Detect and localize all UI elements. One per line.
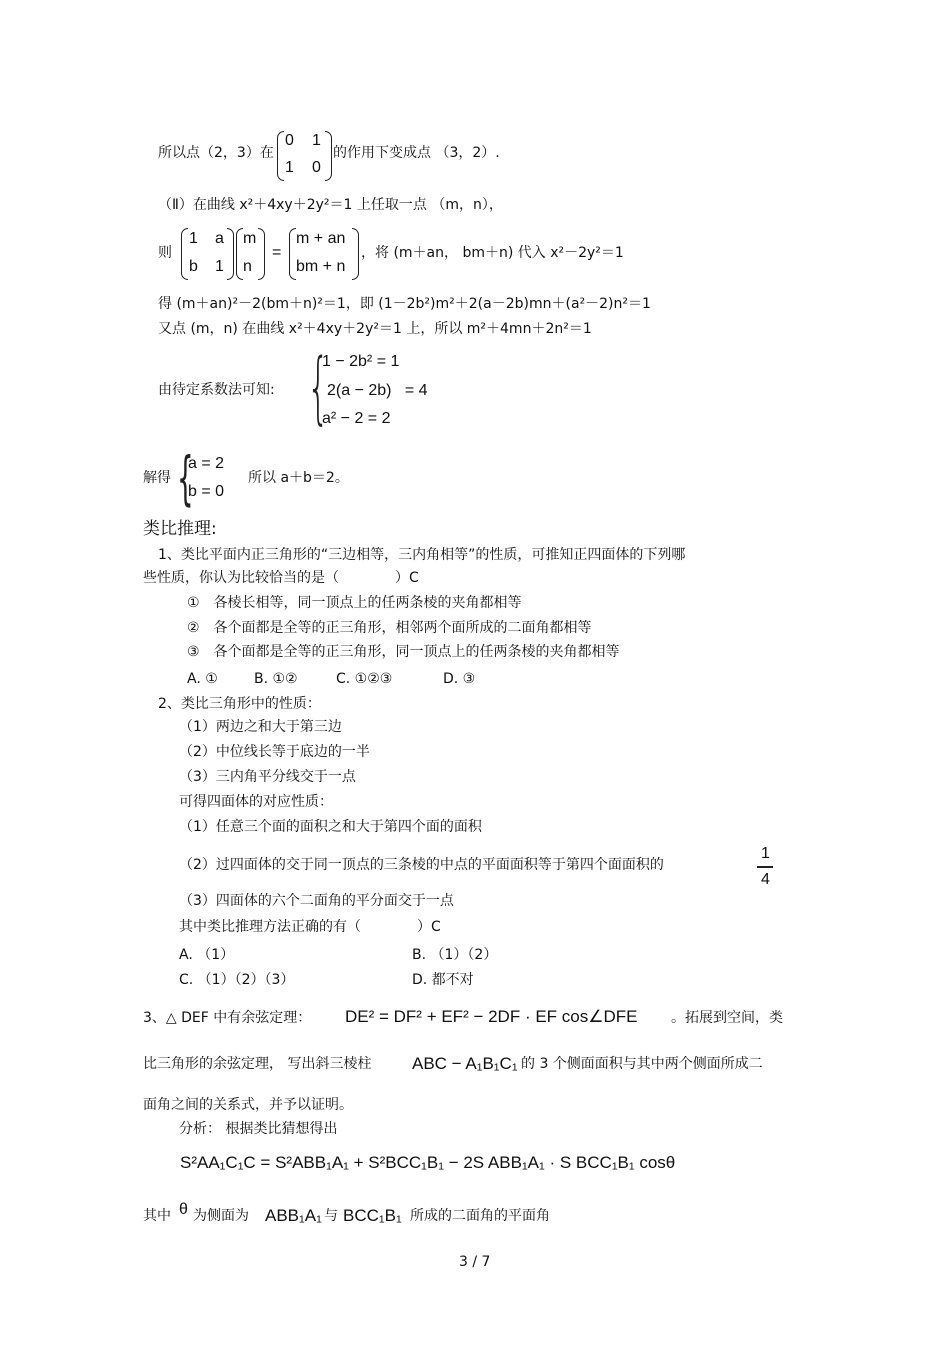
page-number: 3 / 7 xyxy=(459,1254,491,1270)
q2-prop: （3）三内角平分线交于一点 xyxy=(179,769,356,785)
equals-sign: = xyxy=(272,244,282,261)
line2-text: （Ⅱ）在曲线 x²＋4xy＋2y²＝1 上任取一点 （m，n）， xyxy=(158,197,503,213)
line4-text: 得 (m＋an)²－2(bm＋n)²＝1，即 (1－2b²)m²＋2(a－2b)mn＋(a²－2)n²＝1 xyxy=(158,296,651,312)
q2-prop: （1）两边之和大于第三边 xyxy=(179,719,342,735)
q2-tprop: （2）过四面体的交于同一顶点的三条棱的中点的平面面积等于第四个面面积的 xyxy=(179,857,664,873)
matrix1-cell: 0 xyxy=(312,159,321,176)
q2-tprop: （1）任意三个面的面积之和大于第四个面的面积 xyxy=(179,819,482,835)
system1-label: 由待定系数法可知: xyxy=(158,382,275,398)
q3-face2: BCC₁B₁ xyxy=(343,1206,402,1225)
line1-prefix: 所以点（2，3）在 xyxy=(158,145,274,161)
q1-option: B. ①② xyxy=(254,671,298,687)
system2-row: b = 0 xyxy=(188,483,225,500)
q3-prefix: 3、△ DEF 中有余弦定理： xyxy=(143,1010,312,1026)
system1-brace: { xyxy=(307,343,330,433)
matrix1-right-bracket xyxy=(325,131,332,181)
matrix1-left-bracket xyxy=(277,131,284,181)
line3-suffix: ，将 (m＋an， bm＋n) 代入 x²－2y²＝1 xyxy=(361,245,624,261)
fraction-bar xyxy=(757,866,773,868)
q1-item: ② 各个面都是全等的正三角形，相邻两个面所成的二面角都相等 xyxy=(187,620,592,636)
q2-tprop: （3）四面体的六个二面角的平分面交于一点 xyxy=(179,893,454,909)
vector-right-bracket xyxy=(258,228,265,280)
q2-subtitle: 可得四面体的对应性质： xyxy=(179,794,333,810)
vector-cell: n xyxy=(243,258,252,275)
system2-conclusion: 所以 a＋b＝2。 xyxy=(248,470,349,486)
section-title: 类比推理: xyxy=(143,519,217,539)
q2-option: D. 都不对 xyxy=(412,972,474,988)
q3-final-mid1: 为侧面为 xyxy=(193,1208,249,1224)
q3-formula2: S²AA₁C₁C = S²ABB₁A₁ + S²BCC₁B₁ − 2S ABB₁A₁ · S BCC₁B₁ cosθ xyxy=(180,1153,676,1172)
matrix1-cell: 1 xyxy=(285,159,294,176)
q1-option: A. ① xyxy=(187,671,218,687)
q1-option: D. ③ xyxy=(443,671,476,687)
line1-suffix: 的作用下变成点 （3，2）. xyxy=(333,145,500,161)
system1-row: 2(a − 2b) = 4 xyxy=(327,382,428,399)
q3-final-mid2: 与 xyxy=(324,1208,338,1224)
q1-item: ③ 各个面都是全等的正三角形，同一顶点上的任两条棱的夹角都相等 xyxy=(187,644,620,660)
vector-cell: m xyxy=(243,230,257,247)
q1-line2: 些性质，你认为比较恰当的是（ ）C xyxy=(143,570,419,586)
q3-final-prefix: 其中 xyxy=(143,1208,171,1224)
q2-option: C. （1）（2）（3） xyxy=(179,972,295,988)
system1-row: 1 − 2b² = 1 xyxy=(322,353,400,370)
q3-line2-suffix: 的 3 个侧面面积与其中两个侧面所成二 xyxy=(521,1056,763,1072)
vector-left-bracket xyxy=(236,228,243,280)
line3-prefix: 则 xyxy=(158,245,172,261)
q2-option: A. （1） xyxy=(179,947,235,963)
matrix1-cell: 1 xyxy=(312,132,321,149)
result-left-bracket xyxy=(289,228,296,280)
q1-line1: 1、类比平面内正三角形的“三边相等，三内角相等”的性质，可推知正四面体的下列哪 xyxy=(158,547,686,563)
result-right-bracket xyxy=(352,228,359,280)
q3-face1: ABB₁A₁ xyxy=(265,1206,322,1225)
system1-row: a² − 2 = 2 xyxy=(322,410,391,427)
system2-brace: { xyxy=(177,444,194,512)
result-cell: bm + n xyxy=(296,258,346,275)
q1-option: C. ①②③ xyxy=(336,671,393,687)
theta-symbol: θ xyxy=(179,1201,188,1218)
fraction-denominator: 4 xyxy=(761,871,770,888)
q3-suffix: 。拓展到空间，类 xyxy=(671,1010,783,1026)
q3-line2-prefix: 比三角形的余弦定理， 写出斜三棱柱 xyxy=(143,1056,372,1072)
matrix2-right-bracket xyxy=(227,228,234,280)
system2-label: 解得 xyxy=(143,470,171,486)
fraction-numerator: 1 xyxy=(761,845,770,862)
q2-prop: （2）中位线长等于底边的一半 xyxy=(179,744,370,760)
matrix2-left-bracket xyxy=(181,228,188,280)
line5-text: 又点 (m，n) 在曲线 x²＋4xy＋2y²＝1 上，所以 m²＋4mn＋2n²＝1 xyxy=(158,321,592,337)
q2-title: 2、类比三角形中的性质： xyxy=(158,696,321,712)
matrix2-cell: a xyxy=(215,230,224,247)
q2-question: 其中类比推理方法正确的有（ ）C xyxy=(179,919,441,935)
q3-formula: DE² = DF² + EF² − 2DF · EF cos∠DFE xyxy=(345,1007,638,1026)
q3-prism: ABC − A₁B₁C₁ xyxy=(412,1054,518,1073)
system2-row: a = 2 xyxy=(188,455,225,472)
q3-analysis: 分析： 根据类比猜想得出 xyxy=(179,1121,338,1137)
result-cell: m + an xyxy=(296,230,346,247)
matrix2-cell: 1 xyxy=(215,258,224,275)
q3-final-suffix: 所成的二面角的平面角 xyxy=(410,1208,550,1224)
matrix2-cell: 1 xyxy=(189,230,198,247)
q3-line3: 面角之间的关系式，并予以证明。 xyxy=(143,1097,353,1113)
matrix1-cell: 0 xyxy=(285,132,294,149)
q1-item: ① 各棱长相等，同一顶点上的任两条棱的夹角都相等 xyxy=(187,595,522,611)
q2-option: B. （1）（2） xyxy=(412,947,498,963)
matrix2-cell: b xyxy=(189,258,198,275)
